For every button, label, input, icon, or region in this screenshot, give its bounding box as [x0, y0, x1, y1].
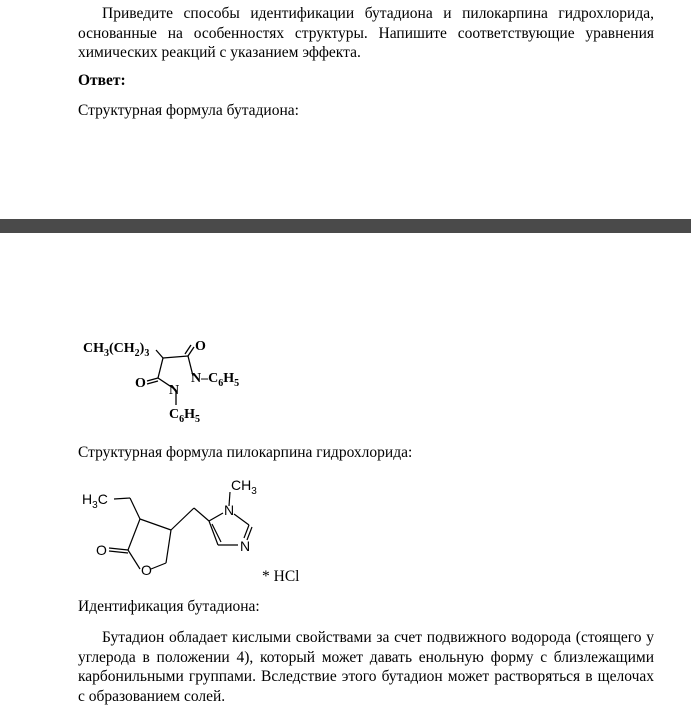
h3c-h: H	[82, 491, 93, 507]
chain-ch3: CH	[83, 341, 104, 356]
phenyl-right: C	[208, 371, 219, 386]
question-text: Приведите способы идентификации бутадиона и пилокарпина гидрохлорида, основанные на особенностях структуры. Напишите соответствующие уравнения химических реакций с указанием эффекта.	[78, 5, 654, 62]
imidazole-n-bottom: N	[240, 538, 251, 554]
page-divider	[0, 219, 691, 233]
pilocarpine-caption: Структурная формула пилокарпина гидрохлорида:	[78, 444, 413, 461]
nitrogen-right: N	[191, 371, 202, 386]
identification-text: Бутадион обладает кислыми свойствами за счет подвижного водорода (стоящего у углерода в положении 4), который может давать енольную форму с близлежащими карбонильными группами. Вследствие этого бутадион может растворяться в щелочах с образованием солей.	[78, 629, 654, 705]
svg-text:N–C6H5: $N-C_6H_5$	[191, 371, 240, 389]
imidazole-n-top: N	[224, 502, 235, 518]
svg-text:CH3: $CH_3$	[231, 477, 257, 497]
ring-oxygen: O	[141, 562, 152, 578]
answer-label: Ответ:	[78, 72, 126, 89]
carbonyl-oxygen: O	[96, 542, 107, 558]
butadion-structure	[80, 332, 280, 432]
svg-text:CH3(CH2)3: $CH_3(CH_2)_3$	[83, 341, 150, 359]
hcl-label: * HCl	[262, 568, 300, 585]
butadion-caption: Структурная формула бутадиона:	[78, 102, 299, 119]
oxygen-top: O	[195, 339, 206, 354]
identification-title: Идентификация бутадиона:	[78, 598, 260, 615]
ch3-top: CH	[231, 477, 252, 493]
nitrogen-bottom: N	[169, 383, 180, 398]
svg-text:C6H5: $C_6H_5$	[169, 407, 201, 425]
svg-text:H3C: $H_3C$	[82, 491, 108, 511]
phenyl-bottom: C	[169, 407, 180, 422]
oxygen-left: O	[135, 376, 146, 391]
